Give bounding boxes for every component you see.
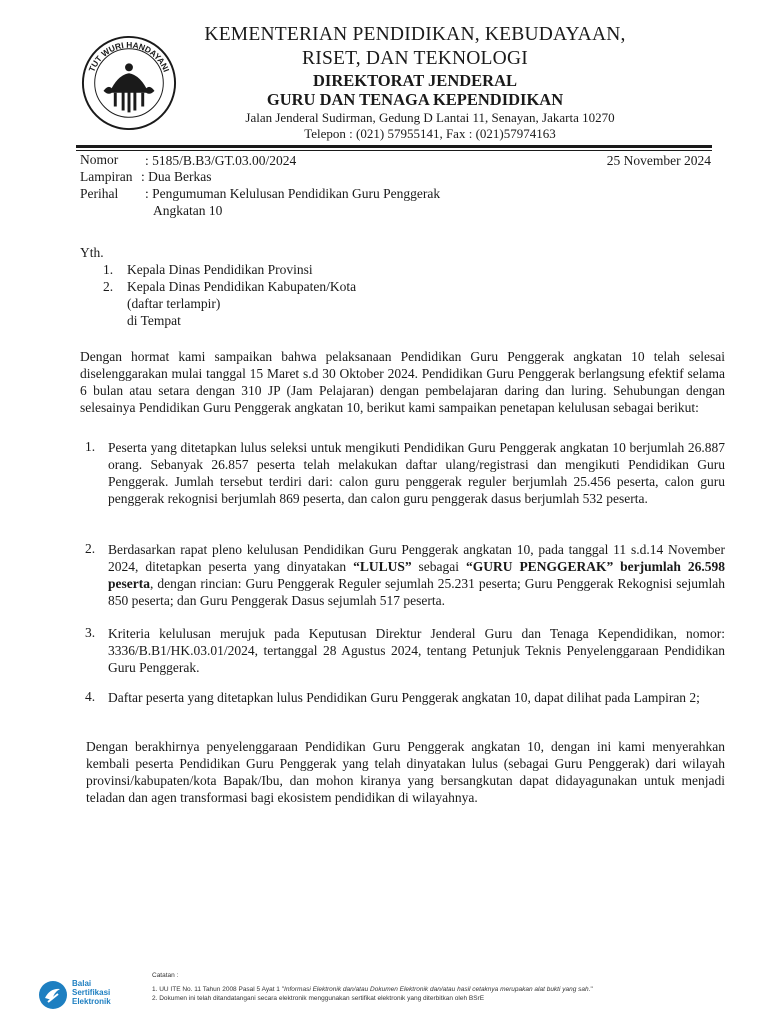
recipient-place: di Tempat: [127, 313, 181, 328]
ministry-name-line2: RISET, DAN TEKNOLOGI: [302, 48, 528, 69]
footer-note-1-quote: Informasi Elektronik dan/atau Dokumen Elektronik dan/atau hasil cetaknya merupakan alat bukti yang sah.: [284, 986, 591, 993]
recipient-num-1: 1.: [103, 262, 114, 277]
footer-note-1: [152, 985, 737, 994]
recipient-1: Kepala Dinas Pendidikan Provinsi: [127, 262, 313, 277]
footer-notes: [152, 971, 737, 1003]
perihal-label: Perihal: [80, 186, 119, 201]
perihal-value: : Pengumuman Kelulusan Pendidikan Guru Penggerak: [145, 186, 441, 201]
directorate-line1: DIREKTORAT JENDERAL: [312, 71, 517, 90]
bse-logo-icon: [38, 980, 68, 1010]
lampiran-label: Lampiran: [80, 169, 133, 184]
point-3-number: 3.: [85, 625, 96, 640]
greeting: Yth.: [80, 245, 104, 260]
bse-line1: Balai: [72, 979, 92, 988]
address: Jalan Jenderal Sudirman, Gedung D Lantai 11, Senayan, Jakarta 10270: [245, 110, 615, 125]
point-2-lulus: “LULUS”: [353, 559, 412, 574]
footer-note-2: 2. Dokumen ini telah ditandatangani secara elektronik menggunakan sertifikat elektronik yang diterbitkan oleh BSrE: [152, 995, 485, 1002]
point-1-number: 1.: [85, 439, 96, 454]
footer-note-1-a: 1. UU ITE No. 11 Tahun 2008 Pasal 5 Ayat 1 ": [152, 986, 285, 993]
point-3-text: Kriteria kelulusan merujuk pada Keputusan Direktur Jenderal Guru dan Tenaga Kependidikan, nomor: 3336/B.B1/HK.03.01/2024, tertanggal 28 Agustus 2024, tentang Petunjuk Teknis Penyelenggaraan Pendidikan Guru Penggerak.: [108, 626, 725, 675]
nomor-value: : 5185/B.B3/GT.03.00/2024: [145, 153, 297, 168]
point-2-number: 2.: [85, 541, 96, 556]
point-2-text: [108, 541, 725, 609]
point-4-text: Daftar peserta yang ditetapkan lulus Pendidikan Guru Penggerak angkatan 10, dapat dilihat pada Lampiran 2;: [108, 690, 700, 705]
closing-paragraph: Dengan berakhirnya penyelenggaraan Pendidikan Guru Penggerak angkatan 10, dengan ini kami menyerahkan kembali peserta Pendidikan Guru Penggerak yang telah dinyatakan lulus (sebagai Guru Penggerak) dari wilayah provinsi/kabupaten/kota Bapak/Ibu, dan mohon kiranya yang bersangkutan dapat didayagunakan untuk menjadi teladan dan agen transformasi bagi ekosistem pendidikan di wilayahnya.: [86, 739, 725, 805]
point-4-number: 4.: [85, 689, 96, 704]
bse-line3: Elektronik: [72, 997, 111, 1006]
footer-note-1-c: ": [590, 986, 593, 993]
point-2-guru-penggerak: “GURU PENGGERAK” berjumlah 26.598 peserta: [108, 559, 725, 591]
catatan-label: Catatan :: [152, 972, 179, 979]
bse-wordmark: [72, 979, 111, 1006]
point-1-text: Peserta yang ditetapkan lulus seleksi untuk mengikuti Pendidikan Guru Penggerak angkatan 10 berjumlah 26.887 orang. Sebanyak 26.857 peserta telah melakukan daftar ulang/registrasi dan mengikuti Pendidikan Guru Penggerak. Jumlah tersebut terdiri dari: calon guru penggerak reguler berjumlah 25.456 peserta, calon guru penggerak rekognisi berjumlah 869 peserta, dan calon guru penggerak dasus berjumlah 532 peserta.: [108, 440, 725, 506]
logo-motto: TUT WURI HANDAYANI: [86, 39, 172, 74]
header-rule-thick: [76, 145, 712, 148]
phone-fax: Telepon : (021) 57955141, Fax : (021)57974163: [304, 126, 556, 141]
nomor-label: Nomor: [80, 152, 119, 167]
recipient-note: (daftar terlampir): [127, 296, 221, 311]
intro-paragraph: Dengan hormat kami sampaikan bahwa pelaksanaan Pendidikan Guru Penggerak angkatan 10 telah selesai diselenggarakan mulai tanggal 15 Maret s.d 30 Oktober 2024. Pendidikan Guru Penggerak berlangsung efektif selama 6 bulan atau setara dengan 310 JP (Jam Pelajaran) dengan pembelajaran daring dan luring. Sehubungan dengan selesainya Pendidikan Guru Penggerak angkatan 10, berikut kami sampaikan penetapan kelulusan sebagai berikut:: [80, 349, 725, 415]
letter-date: 25 November 2024: [606, 153, 711, 168]
recipient-2: Kepala Dinas Pendidikan Kabupaten/Kota: [127, 279, 357, 294]
point-2-part-a: Berdasarkan rapat pleno kelulusan Pendidikan Guru Penggerak angkatan 10, pada tanggal 11 s.d.14 November 2024, ditetapkan peserta yang dinyatakan: [108, 542, 725, 574]
perihal-value-cont: Angkatan 10: [153, 203, 223, 218]
bse-line2: Sertifikasi: [72, 988, 111, 997]
ministry-name-line1: KEMENTERIAN PENDIDIKAN, KEBUDAYAAN,: [204, 24, 626, 45]
point-2-part-c: sebagai: [411, 559, 466, 574]
lampiran-value: : Dua Berkas: [141, 169, 212, 184]
point-2-part-e: , dengan rincian: Guru Penggerak Reguler sejumlah 25.231 peserta; Guru Penggerak Rekognisi sejumlah 850 peserta; dan Guru Penggerak Dasus sejumlah 517 peserta.: [108, 576, 725, 608]
recipient-num-2: 2.: [103, 279, 114, 294]
header-rule-thin: [76, 150, 712, 151]
directorate-line2: GURU DAN TENAGA KEPENDIDIKAN: [266, 90, 564, 109]
